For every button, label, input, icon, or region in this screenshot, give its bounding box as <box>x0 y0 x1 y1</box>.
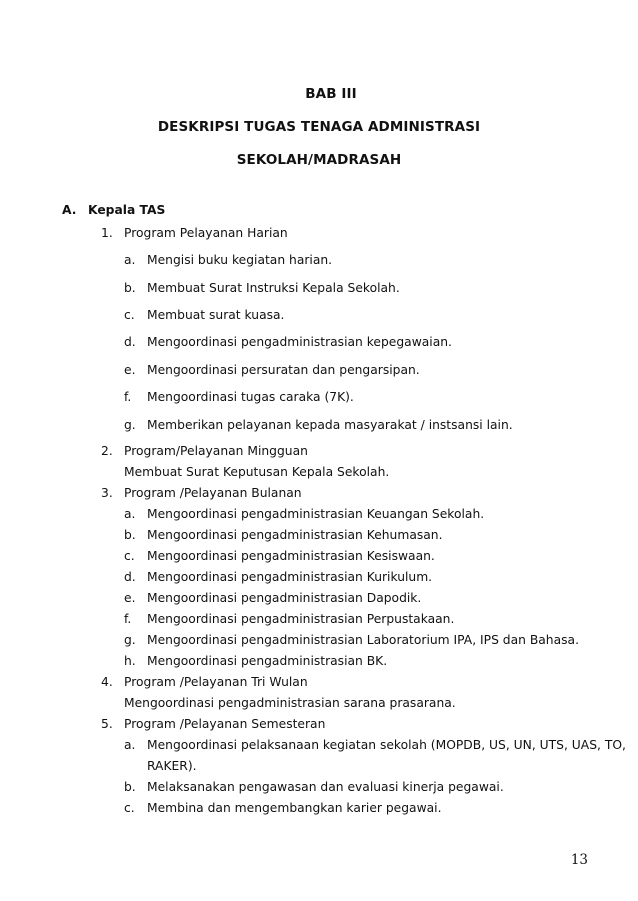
item-heading: Program /Pelayanan Bulanan <box>124 486 302 500</box>
page-number: 13 <box>570 852 588 868</box>
chapter-subtitle-line1: DESKRIPSI TUGAS TENAGA ADMINISTRASI <box>157 119 481 135</box>
item-number: 1. <box>101 226 113 240</box>
list-item: Mengisi buku kegiatan harian. <box>147 253 333 267</box>
list-item: Membuat surat kuasa. <box>147 308 285 322</box>
list-item: Mengoordinasi pengadministrasian Kehumasan. <box>147 528 443 542</box>
item-heading: Program Pelayanan Harian <box>124 226 288 240</box>
list-marker: g. <box>124 418 136 432</box>
list-marker: e. <box>124 363 136 377</box>
list-marker: e. <box>124 591 136 605</box>
list-item: Mengoordinasi pengadministrasian Dapodik. <box>147 591 422 605</box>
section-a-heading: Kepala TAS <box>88 203 166 217</box>
list-item: Mengoordinasi tugas caraka (7K). <box>147 390 354 404</box>
item-heading: Program /Pelayanan Semesteran <box>124 717 326 731</box>
list-marker: g. <box>124 633 136 647</box>
list-item: Mengoordinasi pengadministrasian Laboratorium IPA, IPS dan Bahasa. <box>147 633 579 647</box>
item-heading: Program /Pelayanan Tri Wulan <box>124 675 308 689</box>
item-number: 2. <box>101 444 113 458</box>
chapter-subtitle-line2: SEKOLAH/MADRASAH <box>236 152 402 168</box>
list-item: Memberikan pelayanan kepada masyarakat / instsansi lain. <box>147 418 513 432</box>
list-marker: b. <box>124 780 136 794</box>
list-item: Mengoordinasi pengadministrasian Kurikulum. <box>147 570 433 584</box>
list-marker: c. <box>124 549 135 563</box>
item-number: 5. <box>101 717 113 731</box>
section-a-marker: A. <box>62 203 77 217</box>
list-item: Mengoordinasi pengadministrasian Perpustakaan. <box>147 612 455 626</box>
list-marker: f. <box>124 612 132 626</box>
item-heading: Program/Pelayanan Mingguan <box>124 444 308 458</box>
list-marker: c. <box>124 308 135 322</box>
list-item: Mengoordinasi persuratan dan pengarsipan. <box>147 363 420 377</box>
list-marker: a. <box>124 253 136 267</box>
item-number: 3. <box>101 486 113 500</box>
list-marker: c. <box>124 801 135 815</box>
list-marker: d. <box>124 570 136 584</box>
list-marker: f. <box>124 390 132 404</box>
list-item: Mengoordinasi pengadministrasian kepegawaian. <box>147 335 452 349</box>
list-item: Mengoordinasi pengadministrasian Kesiswaan. <box>147 549 435 563</box>
item-description: Mengoordinasi pengadministrasian sarana prasarana. <box>124 696 456 710</box>
list-marker: b. <box>124 281 136 295</box>
list-marker: a. <box>124 507 136 521</box>
list-item: Mengoordinasi pelaksanaan kegiatan sekolah (MOPDB, US, UN, UTS, UAS, TO, <box>147 738 626 752</box>
list-marker: b. <box>124 528 136 542</box>
list-marker: a. <box>124 738 136 752</box>
list-marker: h. <box>124 654 136 668</box>
list-marker: d. <box>124 335 136 349</box>
list-item: Membuat Surat Instruksi Kepala Sekolah. <box>147 281 400 295</box>
list-item: Membina dan mengembangkan karier pegawai. <box>147 801 442 815</box>
list-item: Melaksanakan pengawasan dan evaluasi kinerja pegawai. <box>147 780 504 794</box>
list-item: Mengoordinasi pengadministrasian BK. <box>147 654 388 668</box>
item-description: Membuat Surat Keputusan Kepala Sekolah. <box>124 465 390 479</box>
item-number: 4. <box>101 675 113 689</box>
list-item: Mengoordinasi pengadministrasian Keuangan Sekolah. <box>147 507 485 521</box>
list-item-continuation: RAKER). <box>147 759 197 773</box>
chapter-title: BAB III <box>305 86 357 102</box>
